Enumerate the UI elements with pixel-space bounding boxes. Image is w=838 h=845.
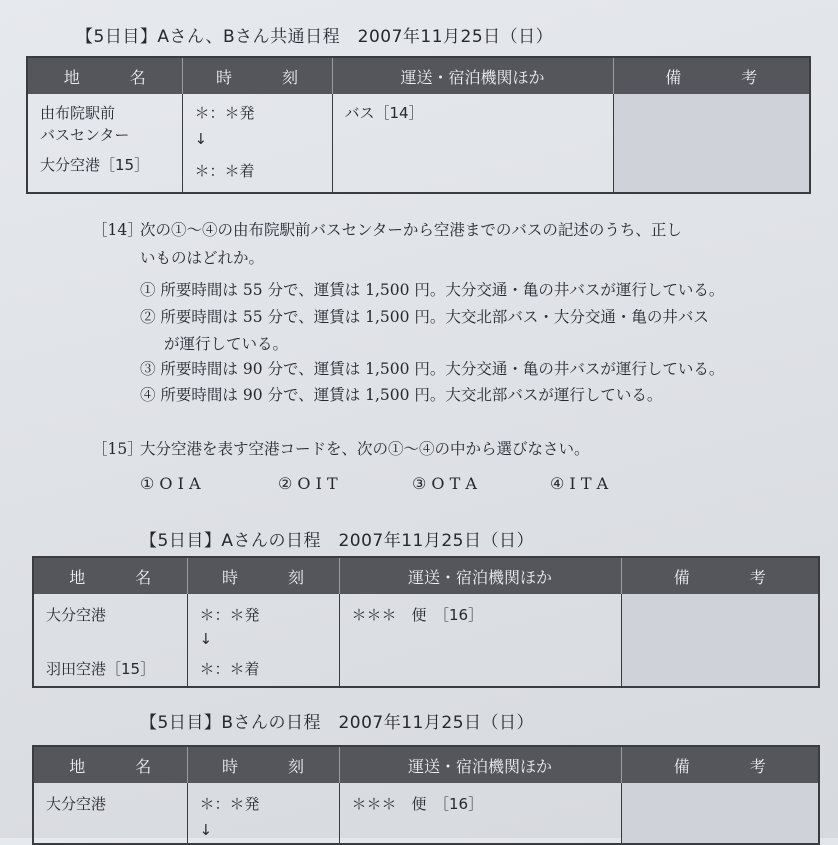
q14-option-2: ② 所要時間は 55 分で、運賃は 1,500 円。大交北部バス・大分交通・亀の井バス <box>140 308 709 326</box>
place-cell: 由布院駅前 バスセンター 大分空港［15］ <box>27 94 182 193</box>
header-notes: 備 考 <box>621 557 819 594</box>
header-transport: 運送・宿泊機関ほか <box>339 746 621 783</box>
transport-cell: ＊＊＊ 便 ［16］ <box>339 783 621 844</box>
q14-text-line1: 次の①～④の由布院駅前バスセンターから空港までのバスの記述のうち、正し <box>140 221 682 239</box>
header-place: 地 名 <box>33 746 187 783</box>
q15-option-2: ② O I T <box>278 474 338 493</box>
transport-cell: バス［14］ <box>332 94 613 193</box>
q15-option-4: ④ I T A <box>550 474 609 493</box>
q15-option-3: ③ O T A <box>412 474 477 493</box>
section2-table <box>32 556 820 688</box>
place-cell: 大分空港 <box>33 783 187 844</box>
header-place: 地 名 <box>33 557 187 594</box>
place-cell: 大分空港 羽田空港［15］ <box>33 594 187 687</box>
q14-number: ［14］ <box>92 221 143 239</box>
time-cell: ＊：＊発 ↓ <box>187 783 339 844</box>
time-cell: ＊：＊発 ↓ ＊：＊着 <box>182 94 332 193</box>
section3-table <box>32 745 820 845</box>
section2-title: 【5日目】Aさんの日程 2007年11月25日（日） <box>140 531 534 551</box>
table-header-row <box>33 557 819 594</box>
header-time: 時 刻 <box>187 746 339 783</box>
q15-text: 大分空港を表す空港コードを、次の①～④の中から選びなさい。 <box>140 440 590 458</box>
section3-title: 【5日目】Bさんの日程 2007年11月25日（日） <box>140 713 535 733</box>
header-notes: 備 考 <box>613 57 810 94</box>
table-header-row <box>27 57 810 94</box>
down-arrow-icon: ↓ <box>194 130 208 148</box>
q15-number: ［15］ <box>92 440 143 458</box>
header-transport: 運送・宿泊機関ほか <box>332 57 613 94</box>
q14-option-3: ③ 所要時間は 90 分で、運賃は 1,500 円。大分交通・亀の井バスが運行している。 <box>140 360 725 378</box>
time-cell: ＊：＊発 ↓ ＊：＊着 <box>187 594 339 687</box>
header-place: 地 名 <box>27 57 182 94</box>
table-row <box>27 94 810 193</box>
section1-title: 【5日目】Aさん、Bさん共通日程 2007年11月25日（日） <box>76 27 554 47</box>
down-arrow-icon: ↓ <box>199 630 213 648</box>
down-arrow-icon: ↓ <box>199 821 213 839</box>
table-row <box>33 783 819 844</box>
header-time: 時 刻 <box>182 57 332 94</box>
section1-table <box>26 56 811 194</box>
notes-cell <box>613 94 810 193</box>
q14-option-2-cont: が運行している。 <box>164 335 289 353</box>
q14-text-line2: いものはどれか。 <box>140 249 265 267</box>
transport-cell: ＊＊＊ 便 ［16］ <box>339 594 621 687</box>
notes-cell <box>621 783 819 844</box>
notes-cell <box>621 594 819 687</box>
q14-option-1: ① 所要時間は 55 分で、運賃は 1,500 円。大分交通・亀の井バスが運行している。 <box>140 281 725 299</box>
header-notes: 備 考 <box>621 746 819 783</box>
header-transport: 運送・宿泊機関ほか <box>339 557 621 594</box>
q14-option-4: ④ 所要時間は 90 分で、運賃は 1,500 円。大交北部バスが運行している。 <box>140 386 663 404</box>
table-header-row <box>33 746 819 783</box>
table-row <box>33 594 819 687</box>
q15-option-1: ① O I A <box>140 474 201 493</box>
header-time: 時 刻 <box>187 557 339 594</box>
